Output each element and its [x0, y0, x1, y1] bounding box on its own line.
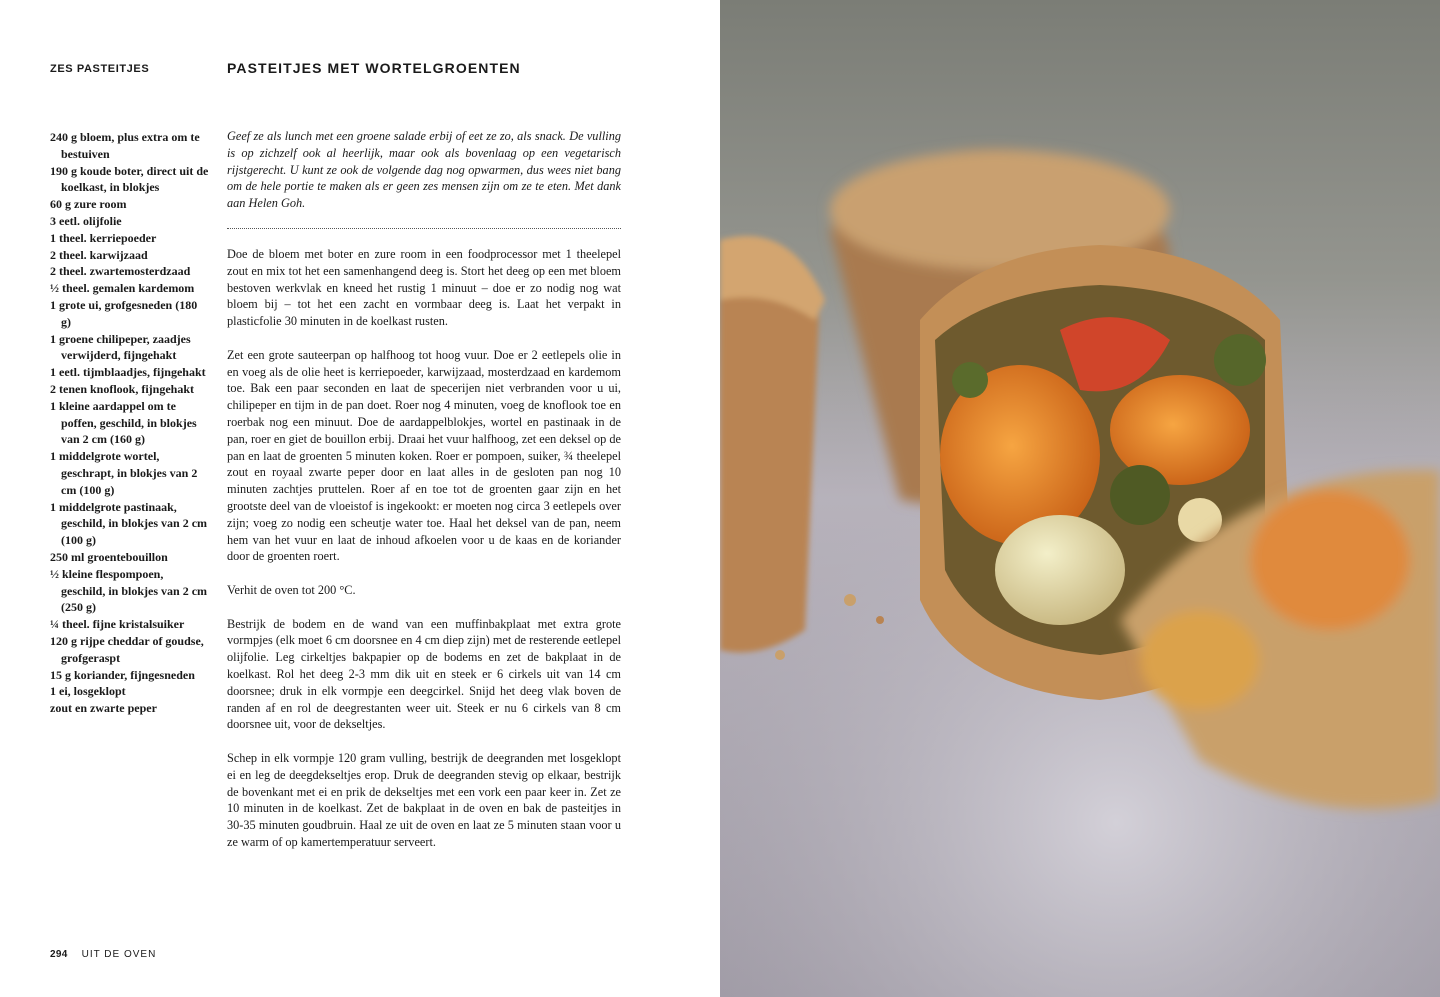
ingredient-item: 2 theel. zwartemosterdzaad	[50, 264, 191, 279]
page-footer	[50, 949, 156, 960]
ingredient-item: 15 g koriander, fijngesneden	[50, 667, 195, 682]
ingredient-item: 240 g bloem, plus extra om te bestuiven	[50, 130, 200, 161]
ingredient-item: 2 tenen knoflook, fijngehakt	[50, 381, 195, 396]
method-text	[227, 246, 621, 867]
ingredient-item: 120 g rijpe cheddar of goudse, grofgeraspt	[50, 633, 204, 665]
ingredient-item: 1 ei, losgeklopt	[50, 684, 126, 699]
method-paragraph: Bestrijk de bodem en de wand van een muffinbakplaat met extra grote vormpjes (elk moet 6 cm doorsnee en 4 cm diep zijn) met de resterende eetlepel olijfolie. Leg cirkeltjes bakpapier op de bodems en zet de bakplaat in de koelkast. Rol het deeg 2-3 mm dik uit en steek er 6 cirkels uit van 14 cm doorsnee; druk in elk vormpje een deegcirkel. Snijd het deeg vlak boven de randen af en rol de deegrestanten weer uit. Steek er nu 6 cirkels van 8 cm doorsnee uit, voor de dekseltjes.	[227, 616, 621, 732]
dotted-divider	[227, 228, 621, 229]
ingredient-item: ½ theel. gemalen kardemom	[50, 281, 195, 296]
ingredient-item: 250 ml groentebouillon	[50, 549, 168, 564]
ingredient-item: 3 eetl. olijfolie	[50, 213, 122, 228]
ingredient-item: 1 eetl. tijmblaadjes, fijngehakt	[50, 365, 206, 380]
ingredient-item: ¼ theel. fijne kristalsuiker	[50, 617, 185, 632]
intro-text: Geef ze als lunch met een groene salade erbij of eet ze zo, als snack. De vulling is op zichzelf ook al heerlijk, maar ook als bovenlaag op een vegetarisch rijstgerecht. U kunt ze ook de volgende dag nog opwarmen, dus wees niet bang om de hele portie te maken als er geen zes mensen zijn om ze te eten. Met dank aan Helen Goh.	[227, 129, 621, 211]
method-paragraph: Zet een grote sauteerpan op halfhoog tot hoog vuur. Doe er 2 eetlepels olie in en voeg als de olie heet is kerriepoeder, karwijzaad, mosterdzaad en kardemom toe. Bak een paar seconden en laat de specerijen niet verbranden voor u ui, chilipeper en tijm in de pan doet. Roer nog 4 minuten, voeg de knoflook toe en roerbak nog een minuut. Doe de aardappelblokjes, wortel en pastinaak in de pan, roer en giet de bouillon erbij. Draai het vuur halfhoog, zet een deksel op de pan en laat de groenten 5 minuten koken. Roer er pompoen, suiker, ¾ theelepel zout en royaal zwarte peper door en laat alles in de gesloten pan nog 10 minuten zachtjes pruttelen. Roer af en toe tot de groenten gaar zijn en het grootste deel van de vloeistof is ingekookt: er moeten nog circa 3 eetlepels over zijn; voeg zo nodig een scheutje water toe. Haal het deksel van de pan, neem hem van het vuur en laat de inhoud afkoelen voor u de kaas en de koriander door de groenten roert.	[227, 347, 621, 564]
serves-label: ZES PASTEITJES	[50, 63, 150, 75]
pies-photo	[720, 0, 1440, 997]
ingredient-item: 1 theel. kerriepoeder	[50, 230, 157, 245]
method-paragraph: Schep in elk vormpje 120 gram vulling, bestrijk de deegranden met losgeklopt ei en leg de deegdekseltjes erop. Druk de deegranden stevig op elkaar, bestrijk de bovenkant met ei en prik de dekseltjes met een vork een paar keer in. Zet ze 10 minuten in de koelkast. Zet de bakplaat in de oven en bak de pasteitjes in 30-35 minuten goudbruin. Haal ze uit de oven en laat ze 5 minuten staan voor u ze warm of op kamertemperatuur serveert.	[227, 750, 621, 849]
ingredient-item: 1 groene chilipeper, zaadjes verwijderd, fijngehakt	[50, 331, 191, 363]
method-paragraph: Doe de bloem met boter en zure room in een foodprocessor met 1 theelepel zout en mix tot het een samenhangend deeg is. Stort het deeg op een met bloem bestoven werkvlak en kneed het rustig 1 minuut – doe er zo nodig nog wat bloem bij – tot het een zacht en vormbaar deeg is. Laat het verpakt in plasticfolie 30 minuten in de koelkast rusten.	[227, 247, 621, 329]
ingredient-list	[50, 129, 210, 717]
ingredient-item: ½ kleine flespompoen, geschild, in blokjes van 2 cm (250 g)	[50, 566, 208, 615]
section-name: UIT DE OVEN	[81, 949, 157, 960]
ingredient-item: 190 g koude boter, direct uit de koelkast, in blokjes	[50, 163, 209, 195]
ingredient-item: 1 kleine aardappel om te poffen, geschild, in blokjes van 2 cm (160 g)	[50, 398, 197, 447]
ingredient-item: 2 theel. karwijzaad	[50, 247, 148, 262]
recipe-title: PASTEITJES MET WORTELGROENTEN	[227, 60, 521, 76]
ingredient-item: 1 middelgrote wortel, geschrapt, in blokjes van 2 cm (100 g)	[50, 449, 198, 497]
ingredient-item: zout en zwarte peper	[50, 701, 157, 716]
method-paragraph: Verhit de oven tot 200 °C.	[227, 582, 356, 597]
ingredient-item: 1 grote ui, grofgesneden (180 g)	[50, 297, 198, 329]
ingredient-item: 60 g zure room	[50, 197, 127, 212]
page-number: 294	[50, 949, 68, 960]
ingredient-item: 1 middelgrote pastinaak, geschild, in blokjes van 2 cm (100 g)	[50, 499, 208, 548]
